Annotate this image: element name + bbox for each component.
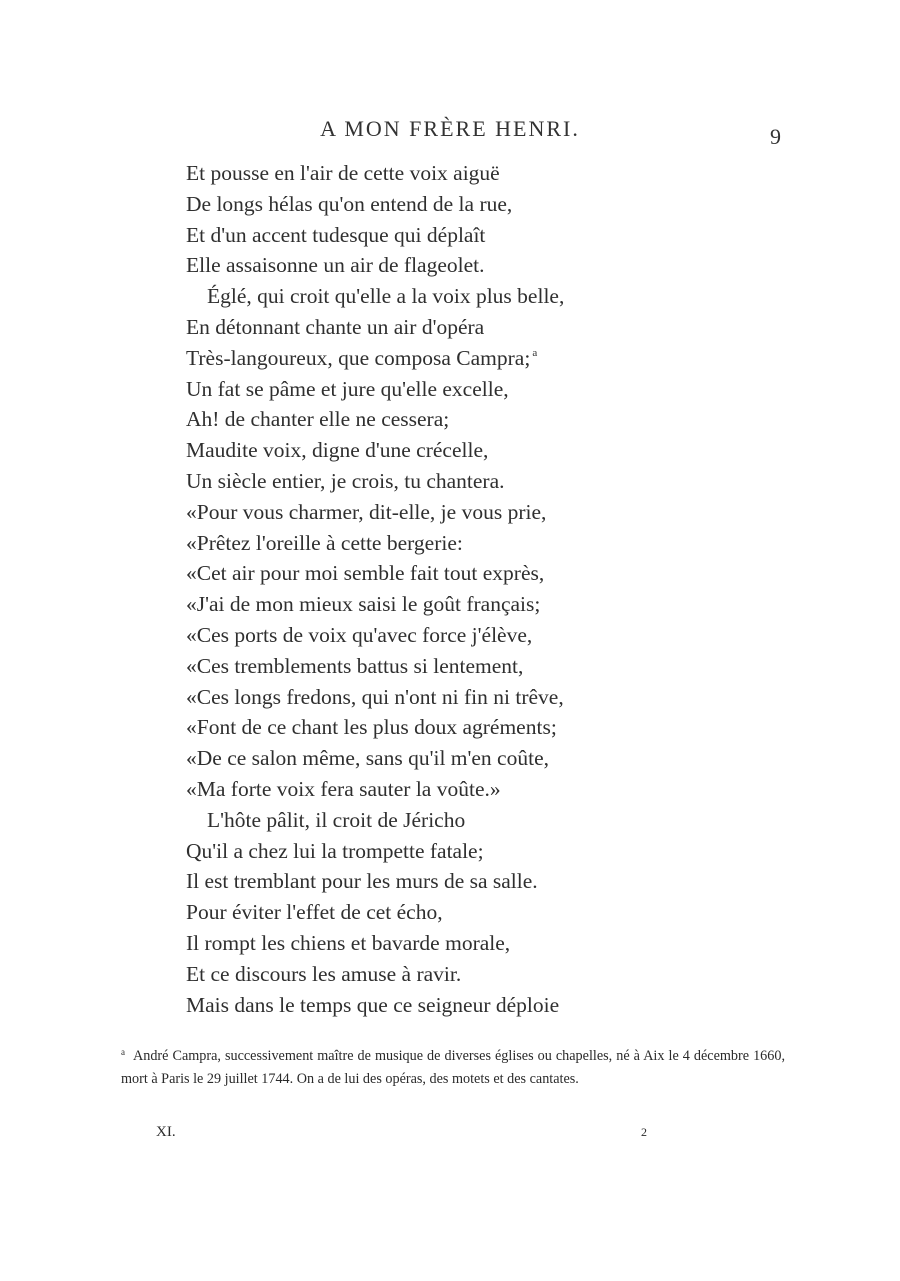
poem-line: Mais dans le temps que ce seigneur déploie (186, 992, 560, 1017)
poem-line: «Ces longs fredons, qui n'ont ni fin ni trêve, (186, 684, 564, 709)
poem-line: De longs hélas qu'on entend de la rue, (186, 191, 513, 216)
page-number: 9 (770, 124, 781, 149)
poem-line: «Pour vous charmer, dit-elle, je vous prie, (186, 499, 547, 524)
poem-line: «Ces ports de voix qu'avec force j'élève, (186, 622, 533, 647)
poem-line: «De ce salon même, sans qu'il m'en coûte, (186, 746, 549, 771)
footnote-text: André Campra, successivement maître de musique de diverses églises ou chapelles, né à Aix le 4 décembre 1660, mort à Paris le 29 juillet 1744. On a de lui des opéras, des motets et des cantates. (121, 1048, 785, 1087)
poem-line: Qu'il a chez lui la trompette fatale; (186, 838, 484, 863)
poem-line: Et pousse en l'air de cette voix aiguë (186, 161, 500, 185)
poem-line: Il rompt les chiens et bavarde morale, (186, 930, 511, 955)
poem-line: Pour éviter l'effet de cet écho, (186, 900, 443, 925)
footnote (121, 1045, 785, 1091)
poem-line: Ah! de chanter elle ne cessera; (186, 407, 450, 432)
poem-line: Et ce discours les amuse à ravir. (186, 961, 462, 986)
signature-mark: XI. (156, 1124, 176, 1140)
poem-line: «Prêtez l'oreille à cette bergerie: (186, 530, 463, 555)
poem-line: «Font de ce chant les plus doux agréments; (186, 715, 557, 740)
poem-line: «Ma forte voix fera sauter la voûte.» (186, 776, 501, 801)
poem-line: «J'ai de mon mieux saisi le goût français; (186, 592, 541, 617)
poem-line: Un siècle entier, je crois, tu chantera. (186, 468, 505, 493)
poem-text (186, 158, 706, 1020)
poem-line: Un fat se pâme et jure qu'elle excelle, (186, 376, 509, 401)
poem-line: Maudite voix, digne d'une crécelle, (186, 438, 489, 463)
footnote-reference: a (532, 346, 538, 359)
poem-line: Églé, qui croit qu'elle a la voix plus belle, (207, 284, 565, 309)
running-title: A MON FRÈRE HENRI. (320, 116, 580, 141)
poem-line: Elle assaisonne un air de flageolet. (186, 253, 485, 278)
poem-line: Il est tremblant pour les murs de sa salle. (186, 869, 538, 894)
poem-line: En détonnant chante un air d'opéra (186, 314, 485, 339)
footnote-marker: a (121, 1047, 125, 1057)
poem-line: «Cet air pour moi semble fait tout exprès, (186, 561, 545, 586)
poem-line: Très-langoureux, que composa Campra; $^a$ (186, 345, 538, 370)
poem-line: «Ces tremblements battus si lentement, (186, 653, 524, 678)
sheet-number: 2 (641, 1125, 647, 1139)
poem-line: Et d'un accent tudesque qui déplaît (186, 222, 486, 247)
poem-line: L'hôte pâlit, il croit de Jéricho (207, 807, 466, 832)
